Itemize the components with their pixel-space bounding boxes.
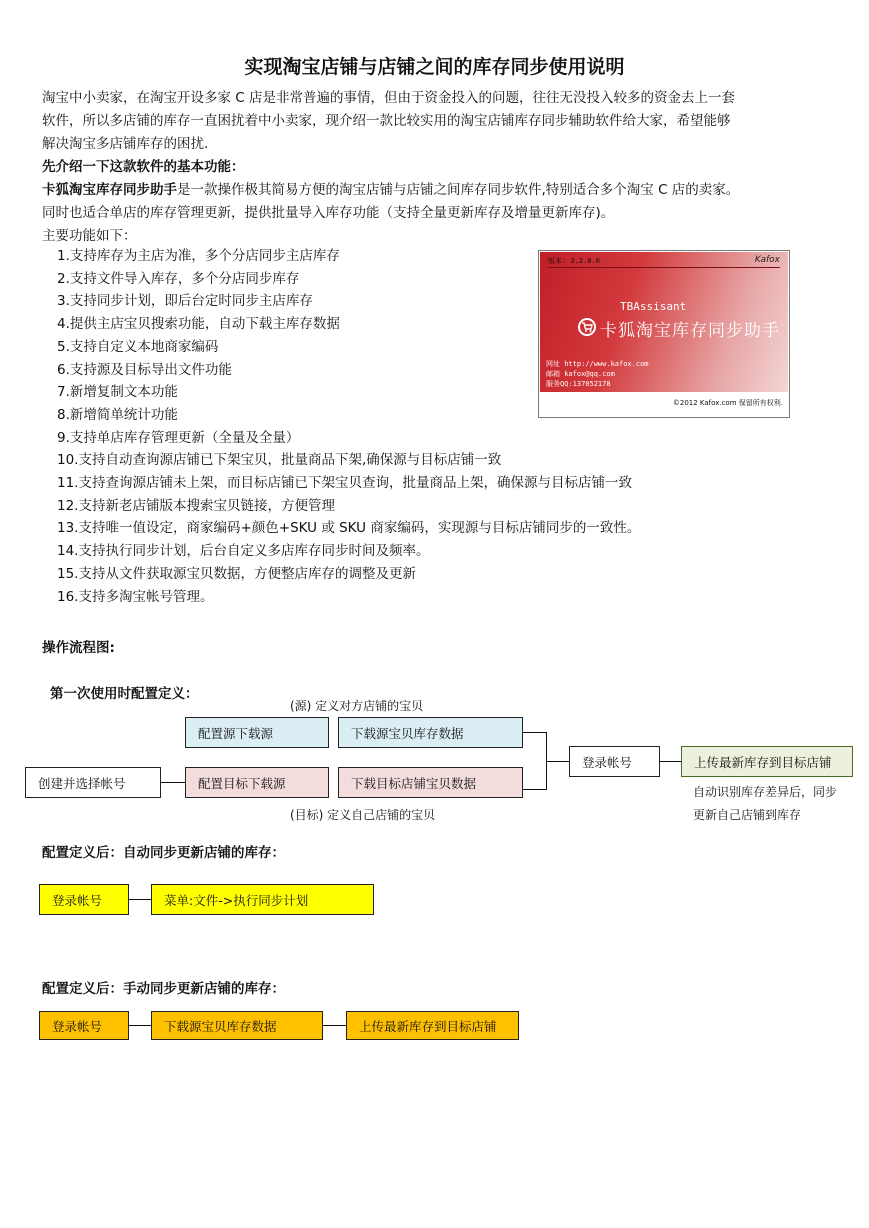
feature-item: 10.支持自动查询源店铺已下架宝贝，批量商品下架,确保源与目标店铺一致 [57, 452, 502, 469]
splash-site: 网址 http://www.kafox.com [546, 360, 649, 368]
target-note: (目标) 定义自己店铺的宝贝 [290, 808, 436, 822]
splash-email: 邮箱 kafox@qq.com [546, 370, 615, 378]
auto-note-line: 更新自己店铺到库存 [693, 808, 802, 822]
intro-line: 软件，所以多店铺的库存一直困扰着中小卖家，现介绍一款比较实用的淘宝店铺库存同步辅助软件给大家，希望能够 [42, 113, 731, 129]
cart-icon [578, 318, 596, 336]
product-description [42, 179, 842, 248]
feature-item: 13.支持唯一值设定，商家编码+颜色+SKU 或 SKU 商家编码，实现源与目标店铺同步的一致性。 [57, 520, 641, 537]
connector [523, 789, 547, 790]
splash-contact [546, 359, 649, 389]
manual-upload-box: 上传最新库存到目标店铺 [346, 1011, 519, 1040]
menu-execute-box: 菜单:文件->执行同步计划 [151, 884, 374, 915]
download-source-box: 下载源宝贝库存数据 [338, 717, 523, 748]
manual-login-box: 登录帐号 [39, 1011, 129, 1040]
splash-brand: Kafox [754, 255, 780, 265]
source-note: (源) 定义对方店铺的宝贝 [290, 699, 424, 713]
feature-item: 7.新增复制文本功能 [57, 384, 178, 401]
manual-download-box: 下载源宝贝库存数据 [151, 1011, 323, 1040]
download-target-box: 下载目标店铺宝贝数据 [338, 767, 523, 798]
feature-item: 14.支持执行同步计划，后台自定义多店库存同步时间及频率。 [57, 543, 430, 560]
config-source-box: 配置源下载源 [185, 717, 329, 748]
document-title: 实现淘宝店铺与店铺之间的库存同步使用说明 [244, 56, 625, 78]
connector [523, 732, 547, 733]
config-target-box: 配置目标下载源 [185, 767, 329, 798]
upload-box: 上传最新库存到目标店铺 [681, 746, 853, 777]
intro-paragraph [42, 87, 842, 156]
auto-note-line: 自动识别库存差异后，同步 [693, 785, 838, 799]
splash-screenshot [538, 250, 790, 418]
splash-divider [548, 267, 780, 268]
splash-qq: 服务QQ:137052178 [546, 380, 611, 388]
splash-english-name: TBAssisant [620, 300, 687, 313]
product-name: 卡狐淘宝库存同步助手 [42, 182, 177, 198]
login-box: 登录帐号 [569, 746, 660, 777]
feature-item: 11.支持查询源店铺未上架，而目标店铺已下架宝贝查询，批量商品上架，确保源与目标店铺一致 [57, 475, 632, 492]
basic-heading: 先介绍一下这款软件的基本功能： [42, 159, 245, 175]
splash-banner [540, 252, 788, 392]
feature-item: 9.支持单店库存管理更新（全量及全量） [57, 429, 300, 446]
create-account-box: 创建并选择帐号 [25, 767, 161, 798]
product-desc-line: 是一款操作极其简易方便的淘宝店铺与店铺之间库存同步软件,特别适合多个淘宝 C 店的卖家。 [177, 182, 740, 198]
feature-item: 15.支持从文件获取源宝贝数据，方便整店库存的调整及更新 [57, 565, 416, 582]
feature-item: 6.支持源及目标导出文件功能 [57, 361, 232, 378]
intro-line: 淘宝中小卖家，在淘宝开设多家 C 店是非常普遍的事情，但由于资金投入的问题，往往无没投入较多的资金去上一套 [42, 90, 736, 106]
splash-version: 版本: 3.2.0.0 [548, 257, 600, 265]
feature-item: 5.支持自定义本地商家编码 [57, 338, 219, 355]
splash-copyright: ©2012 Kafox.com 保留所有权利. [672, 399, 783, 407]
product-desc-line: 同时也适合单店的库存管理更新，提供批量导入库存功能（支持全量更新库存及增量更新库存)。 [42, 205, 615, 221]
manual-sync-heading: 配置定义后：手动同步更新店铺的库存： [42, 981, 285, 997]
first-use-heading: 第一次使用时配置定义： [50, 686, 199, 702]
connector [129, 1025, 151, 1026]
feature-item: 8.新增简单统计功能 [57, 406, 178, 423]
auto-login-box: 登录帐号 [39, 884, 129, 915]
feature-item: 16.支持多淘宝帐号管理。 [57, 588, 214, 605]
auto-note [693, 781, 837, 827]
feature-item: 12.支持新老店铺版本搜索宝贝链接，方便管理 [57, 497, 335, 514]
feature-item: 2.支持文件导入库存，多个分店同步库存 [57, 270, 300, 287]
connector [129, 899, 151, 900]
flow-heading: 操作流程图: [42, 640, 115, 656]
intro-line: 解决淘宝多店铺库存的困扰. [42, 136, 209, 152]
connector [660, 761, 681, 762]
connector [323, 1025, 346, 1026]
feature-item: 3.支持同步计划，即后台定时同步主店库存 [57, 293, 313, 310]
feature-item: 1.支持库存为主店为准，多个分店同步主店库存 [57, 248, 340, 264]
auto-sync-heading: 配置定义后：自动同步更新店铺的库存： [42, 845, 285, 861]
feature-item: 4.提供主店宝贝搜索功能，自动下载主库存数据 [57, 316, 340, 333]
connector [546, 761, 569, 762]
splash-chinese-name: 卡狐淘宝库存同步助手 [600, 321, 780, 341]
features-heading: 主要功能如下： [42, 228, 137, 244]
connector [161, 782, 185, 783]
